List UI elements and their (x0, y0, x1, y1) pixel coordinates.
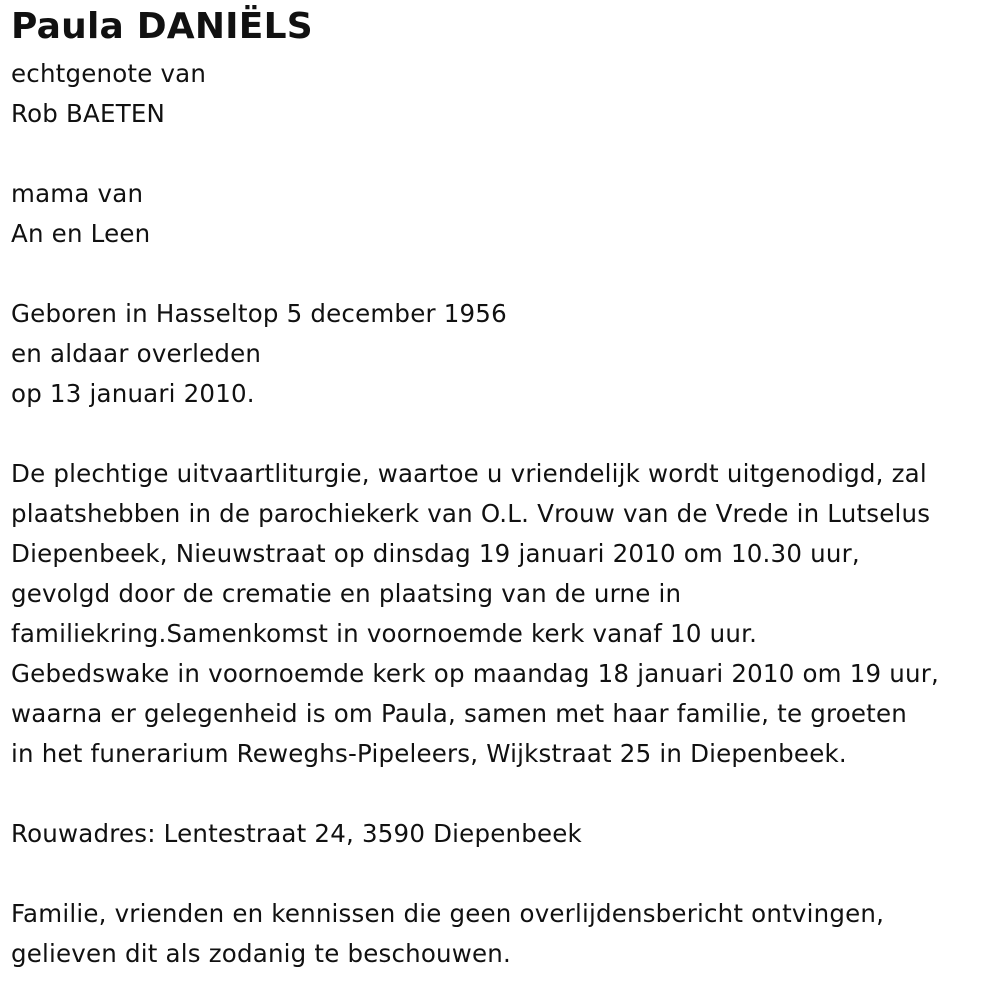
funeral-line: De plechtige uitvaartliturgie, waartoe u vriendelijk wordt uitgenodigd, zal (11, 459, 927, 488)
death-line: en aldaar overleden (11, 339, 262, 368)
obituary-document (11, 0, 996, 974)
closing-line: Familie, vrienden en kennissen die geen overlijdensbericht ontvingen, (11, 899, 885, 928)
mourning-address: Rouwadres: Lentestraat 24, 3590 Diepenbeek (11, 819, 582, 848)
birth-line: Geboren in Hasseltop 5 december 1956 (11, 299, 507, 328)
vigil-line: Gebedswake in voornoemde kerk op maandag 18 januari 2010 om 19 uur, (11, 659, 940, 688)
funeral-line: familiekring.Samenkomst in voornoemde kerk vanaf 10 uur. (11, 619, 758, 648)
children-section (11, 174, 996, 254)
death-date-line: op 13 januari 2010. (11, 379, 255, 408)
funeral-line: gevolgd door de crematie en plaatsing van de urne in (11, 579, 682, 608)
spacer (11, 774, 996, 814)
vigil-line: in het funerarium Reweghs-Pipeleers, Wijkstraat 25 in Diepenbeek. (11, 739, 847, 768)
funeral-line: plaatshebben in de parochiekerk van O.L. Vrouw van de Vrede in Lutselus (11, 499, 931, 528)
spouse-name: Rob BAETEN (11, 99, 166, 128)
children-names: An en Leen (11, 219, 151, 248)
spacer (11, 414, 996, 454)
closing-section (11, 894, 996, 974)
funeral-line: Diepenbeek, Nieuwstraat op dinsdag 19 januari 2010 om 10.30 uur, (11, 539, 860, 568)
spouse-intro: echtgenote van (11, 59, 207, 88)
spouse-section (11, 54, 996, 134)
birth-death-section (11, 294, 996, 414)
page-title: Paula DANIËLS (11, 6, 313, 47)
spacer (11, 134, 996, 174)
closing-line: gelieven dit als zodanig te beschouwen. (11, 939, 512, 968)
children-intro: mama van (11, 179, 144, 208)
spacer (11, 254, 996, 294)
spacer (11, 854, 996, 894)
address-section (11, 814, 996, 854)
vigil-line: waarna er gelegenheid is om Paula, samen met haar familie, te groeten (11, 699, 907, 728)
funeral-section (11, 454, 996, 774)
